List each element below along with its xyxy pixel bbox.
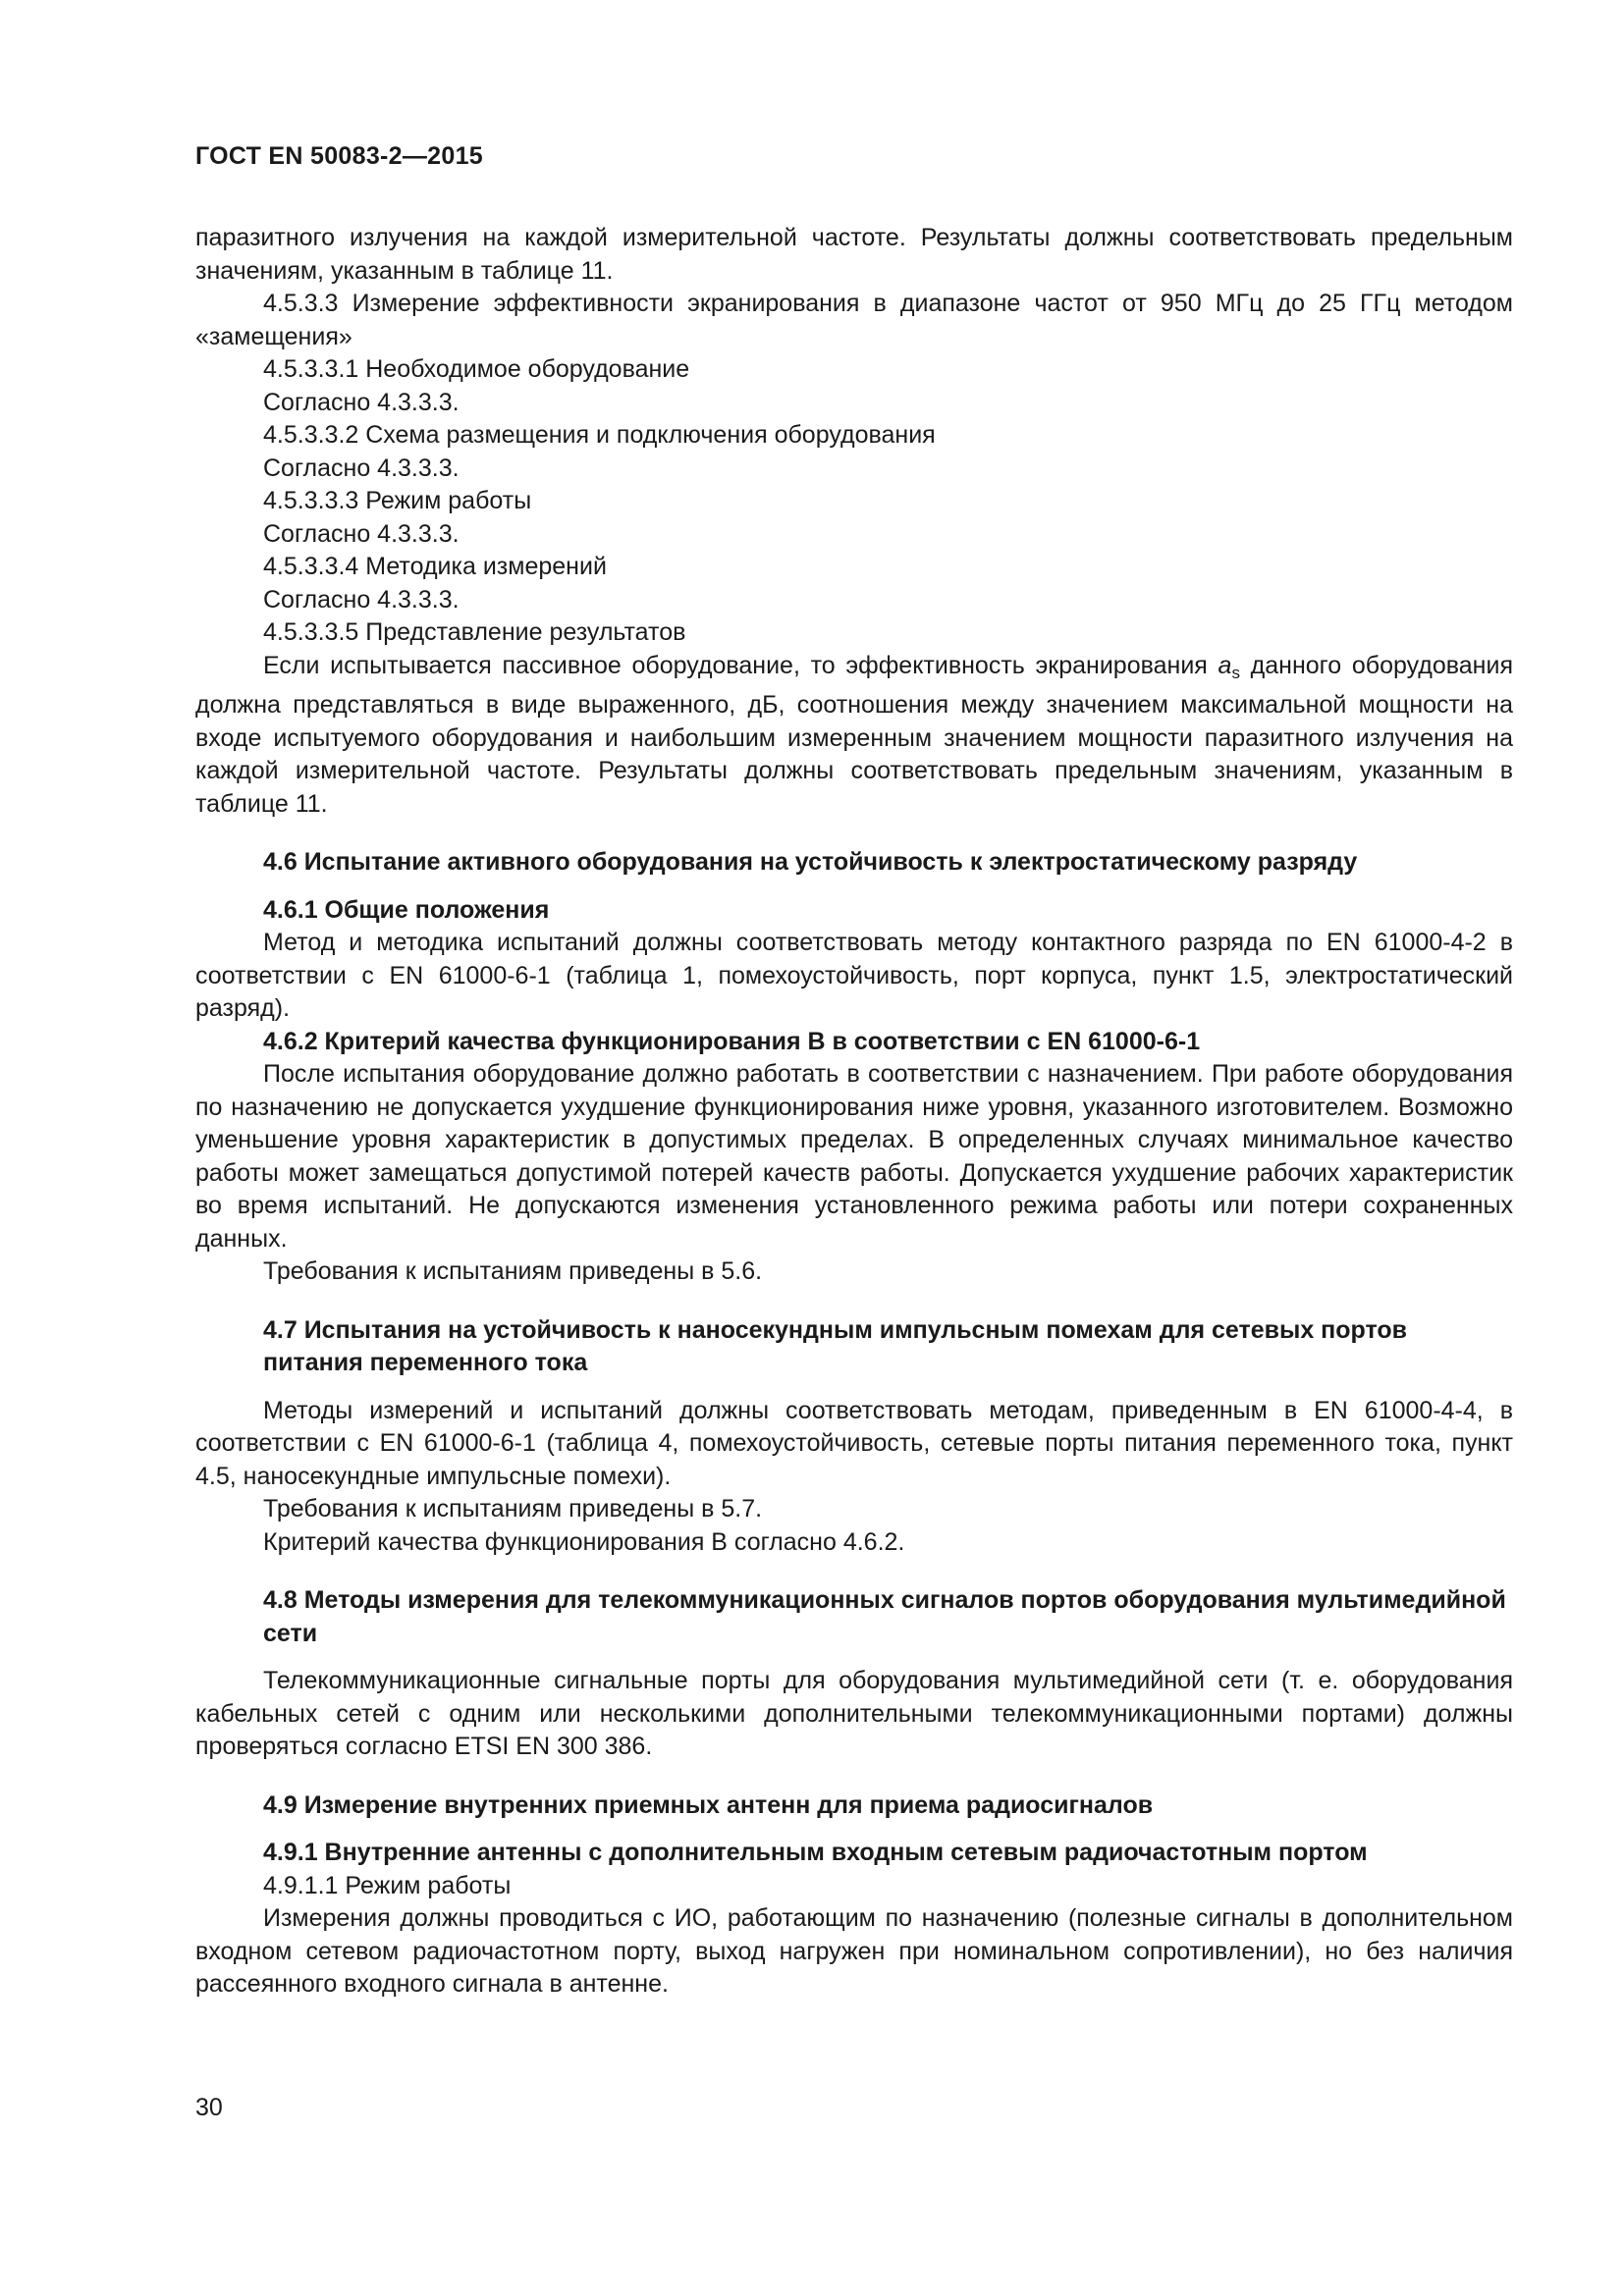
paragraph: Требования к испытаниям приведены в 5.6. <box>263 1257 763 1285</box>
clause-line: Согласно 4.3.3.3. <box>263 388 460 416</box>
section-heading-4-6: 4.6 Испытание активного оборудования на устойчивость к электростатическому разряду <box>263 848 1358 876</box>
clause-line: 4.5.3.3.2 Схема размещения и подключения оборудования <box>263 421 936 449</box>
subscript-s: s <box>1231 663 1240 682</box>
paragraph: Измерения должны проводиться с ИО, работающим по назначению (полезные сигналы в дополнительном входном сетевом радиочастотном порту, выход нагружен при номинальном сопротивлении), но без наличия рассеянного входного сигнала в антенне. <box>195 1904 1513 1998</box>
section-heading-4-7: 4.7 Испытания на устойчивость к наносекундным импульсным помехам для сетевых портов питания переменного тока <box>263 1315 1408 1376</box>
text-run: данного оборудования должна представляться в виде выраженного, дБ, соотношения между значением максимальной мощности на входе испытуемого оборудования и наибольшим измеренным значением мощности паразитного излучения на каждой измерительной частоте. Результаты должны соответствовать предельным значениям, указанным в таблице 11. <box>195 651 1513 818</box>
text-run: Если испытывается пассивное оборудование, то эффективность экранирования <box>263 651 1218 679</box>
paragraph: Критерий качества функционирования B согласно 4.6.2. <box>263 1527 905 1556</box>
clause-line: Согласно 4.3.3.3. <box>263 585 460 614</box>
page-number: 30 <box>195 2094 223 2121</box>
clause-line: 4.5.3.3.3 Режим работы <box>263 487 532 514</box>
clause-line: 4.5.3.3.4 Методика измерений <box>263 553 607 580</box>
section-heading-4-8: 4.8 Методы измерения для телекоммуникационных сигналов портов оборудования мультимедийной сети <box>263 1586 1506 1647</box>
clause-line: 4.9.1.1 Режим работы <box>263 1871 512 1899</box>
paragraph-shielding <box>195 650 1513 822</box>
clause-line: 4.5.3.3.5 Представление результатов <box>263 618 686 646</box>
paragraph: Требования к испытаниям приведены в 5.7. <box>263 1495 763 1522</box>
page-content <box>195 142 1513 2002</box>
clause-4-5-3-3: 4.5.3.3 Измерение эффективности экранирования в диапазоне частот от 950 МГц до 25 ГГц методом «замещения» <box>195 290 1513 350</box>
paragraph: паразитного излучения на каждой измерительной частоте. Результаты должны соответствовать предельным значениям, указанным в таблице 11. <box>195 224 1513 285</box>
paragraph: Метод и методика испытаний должны соответствовать методу контактного разряда по EN 61000-4-2 в соответствии с EN 61000-6-1 (таблица 1, помехоустойчивость, порт корпуса, пункт 1.5, электростатический разряд). <box>195 929 1513 1022</box>
section-heading-4-9-1: 4.9.1 Внутренние антенны с дополнительным входным сетевым радиочастотным портом <box>263 1839 1368 1866</box>
paragraph: Телекоммуникационные сигнальные порты для оборудования мультимедийной сети (т. е. оборудования кабельных сетей с одним или несколькими дополнительными телекоммуникационными портами) должны проверяться согласно ETSI EN 300 386. <box>195 1667 1513 1760</box>
page-header: ГОСТ EN 50083-2—2015 <box>195 142 483 170</box>
clause-line: Согласно 4.3.3.3. <box>263 519 460 548</box>
section-heading-4-6-2: 4.6.2 Критерий качества функционирования B в соответствии с EN 61000-6-1 <box>263 1027 1201 1055</box>
clause-line: 4.5.3.3.1 Необходимое оборудование <box>263 355 690 383</box>
paragraph: Методы измерений и испытаний должны соответствовать методам, приведенным в EN 61000-4-4, в соответствии с EN 61000-6-1 (таблица 4, помехоустойчивость, сетевые порты питания переменного тока, пункт 4.5, наносекундные импульсные помехи). <box>195 1396 1513 1490</box>
section-heading-4-6-1: 4.6.1 Общие положения <box>263 895 550 924</box>
symbol-a: a <box>1218 651 1232 679</box>
clause-line: Согласно 4.3.3.3. <box>263 454 460 482</box>
paragraph: После испытания оборудование должно работать в соответствии с назначением. При работе оборудования по назначению не допускается ухудшение функционирования ниже уровня, указанного изготовителем. Возможно уменьшение уровня характеристик в допустимых пределах. В определенных случаях минимальное качество работы может замещаться допустимой потерей качеств работы. Допускается ухудшение рабочих характеристик во время испытаний. Не допускаются изменения установленного режима работы или потери сохраненных данных. <box>195 1060 1513 1253</box>
section-heading-4-9: 4.9 Измерение внутренних приемных антенн для приема радиосигналов <box>263 1790 1154 1819</box>
